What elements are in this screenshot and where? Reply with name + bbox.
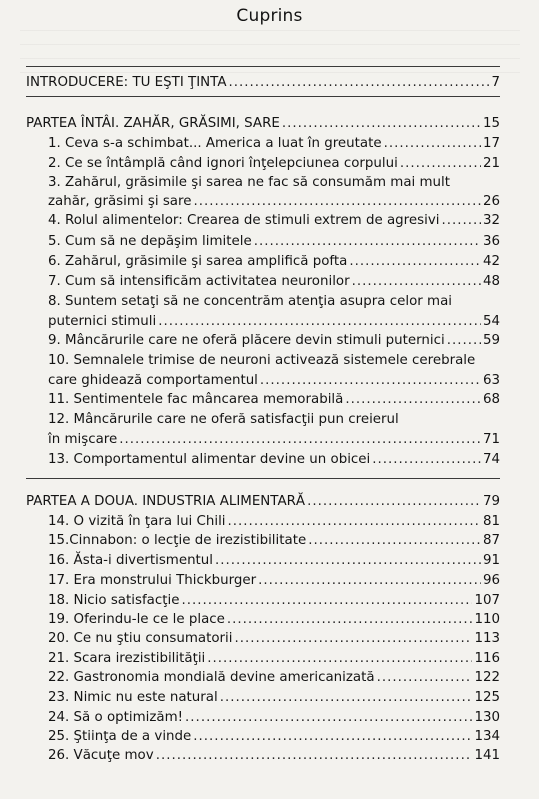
toc-entry-line1: 3. Zahărul, grăsimile şi sarea ne fac să consumăm mai mult xyxy=(48,175,451,190)
toc-entry-line1: 10. Semnalele trimise de neuroni activează sistemele cerebrale xyxy=(48,353,476,368)
toc-entry: 7. Cum să intensificăm activitatea neuronilor ..... 48 xyxy=(48,272,500,291)
leader-dots xyxy=(447,331,481,350)
page-title: Cuprins xyxy=(236,6,303,26)
entry-title: PARTEA ÎNTÂI. ZAHĂR, GRĂSIMI, SARE xyxy=(26,116,280,131)
leader-dots xyxy=(258,571,481,590)
toc-entry: 13. Comportamentul alimentar devine un obicei ..... 74 xyxy=(48,450,500,469)
leader-dots xyxy=(207,649,472,668)
leader-dots xyxy=(441,211,480,230)
toc-entry: 1. Ceva s-a schimbat... America a luat în greutate ..... 17 xyxy=(48,134,500,153)
toc-entry: 19. Oferindu-le ce le place ..... 110 xyxy=(48,610,500,629)
toc-entry: în mişcare ..... 71 xyxy=(48,430,500,449)
leader-dots xyxy=(185,708,472,727)
toc-entry: 11. Sentimentele fac mâncarea memorabilă ..... 68 xyxy=(48,390,500,409)
entry-page: 79 xyxy=(482,494,500,509)
section-rule xyxy=(26,478,500,479)
leader-dots xyxy=(228,512,481,531)
leader-dots xyxy=(227,610,473,629)
leader-dots xyxy=(282,114,481,133)
toc-entry: 22. Gastronomia mondială devine americanizată ..... 122 xyxy=(48,668,500,687)
leader-dots xyxy=(254,232,481,251)
toc-part-header xyxy=(26,114,500,133)
toc-entry-line1: 12. Mâncărurile care ne oferă satisfacţii pun creierul xyxy=(48,412,399,427)
leader-dots xyxy=(181,591,472,610)
toc-entry: 20. Ce nu ştiu consumatorii ..... 113 xyxy=(48,629,500,648)
leader-dots xyxy=(384,134,481,153)
entry-page: 15 xyxy=(482,116,500,131)
toc-entry: 4. Rolul alimentelor: Crearea de stimuli extrem de agresivi ..... 32 xyxy=(48,211,500,230)
toc-entry: 15.Cinnabon: o lecţie de irezistibilitate ..... 87 xyxy=(48,531,500,550)
leader-dots xyxy=(193,727,472,746)
toc-entry: 5. Cum să ne depăşim limitele ..... 36 xyxy=(48,232,500,251)
toc-entry: puternici stimuli ..... 54 xyxy=(48,312,500,331)
toc-entry: 26. Văcuţe mov ..... 141 xyxy=(48,746,500,765)
top-rule xyxy=(26,66,500,67)
toc-entry: 2. Ce se întâmplă când ignori înţelepciunea corpului ..... 21 xyxy=(48,154,500,173)
leader-dots xyxy=(372,450,481,469)
toc-entry: 6. Zahărul, grăsimile şi sarea amplifică pofta ..... 42 xyxy=(48,252,500,271)
leader-dots xyxy=(228,73,489,92)
toc-entry-intro xyxy=(26,73,500,92)
toc-entry: care ghidează comportamentul ..... 63 xyxy=(48,371,500,390)
bleed-through-shadow xyxy=(20,30,520,74)
toc-part-header xyxy=(26,492,500,511)
section-rule xyxy=(26,96,500,97)
leader-dots xyxy=(352,272,481,291)
toc-entry: zahăr, grăsimi şi sare ..... 26 xyxy=(48,192,500,211)
leader-dots xyxy=(215,551,481,570)
leader-dots xyxy=(220,688,473,707)
toc-entry: 24. Să o optimizăm! ..... 130 xyxy=(48,708,500,727)
toc-entry: 23. Nimic nu este natural ..... 125 xyxy=(48,688,500,707)
toc-entry-line1: 8. Suntem setaţi să ne concentrăm atenţia asupra celor mai xyxy=(48,294,453,309)
toc-entry: 14. O vizită în ţara lui Chili ..... 81 xyxy=(48,512,500,531)
leader-dots xyxy=(260,371,481,390)
leader-dots xyxy=(193,192,480,211)
leader-dots xyxy=(307,492,481,511)
leader-dots xyxy=(158,312,481,331)
toc-entry: 17. Era monstrului Thickburger ..... 96 xyxy=(48,571,500,590)
toc-entry: 16. Ăsta-i divertismentul ..... 91 xyxy=(48,551,500,570)
leader-dots xyxy=(345,390,481,409)
leader-dots xyxy=(119,430,481,449)
toc-entry: 25. Ştiinţa de a vinde ..... 134 xyxy=(48,727,500,746)
leader-dots xyxy=(156,746,473,765)
toc-entry: 21. Scara irezistibilităţii ..... 116 xyxy=(48,649,500,668)
toc-entry: 9. Mâncărurile care ne oferă plăcere devin stimuli puternici ..... 59 xyxy=(48,331,500,350)
toc-entry: 18. Nicio satisfacţie ..... 107 xyxy=(48,591,500,610)
leader-dots xyxy=(308,531,481,550)
entry-title: INTRODUCERE: TU EŞTI ŢINTA xyxy=(26,75,227,90)
entry-page: 7 xyxy=(491,75,500,90)
leader-dots xyxy=(349,252,481,271)
leader-dots xyxy=(234,629,472,648)
leader-dots xyxy=(377,668,473,687)
leader-dots xyxy=(400,154,481,173)
entry-title: PARTEA A DOUA. INDUSTRIA ALIMENTARĂ xyxy=(26,494,306,509)
